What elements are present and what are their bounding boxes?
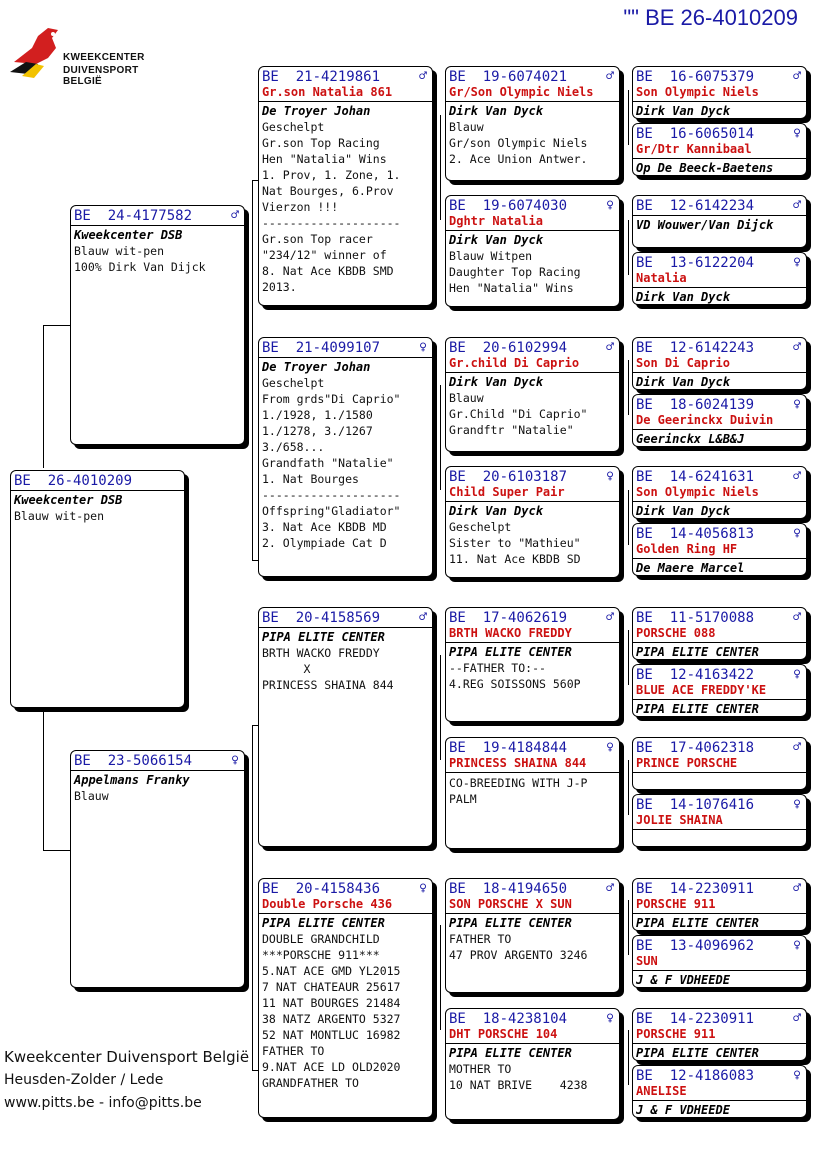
pigeon-card-g14 bbox=[632, 935, 807, 988]
male-symbol-icon: ♂ bbox=[606, 69, 614, 84]
pigeon-name: PRINCE PORSCHE bbox=[636, 756, 738, 770]
ring-row bbox=[636, 1011, 803, 1027]
male-symbol-icon: ♂ bbox=[606, 881, 614, 896]
female-symbol-icon: ♀ bbox=[793, 938, 801, 953]
divider bbox=[446, 501, 619, 502]
pigeon-info-line: Blauw bbox=[449, 391, 484, 405]
pigeon-info-line: PALM bbox=[449, 792, 477, 806]
pigeon-info-line: 11. Nat Ace KBDB SD bbox=[449, 552, 581, 566]
divider bbox=[633, 1100, 806, 1101]
connector-line bbox=[628, 220, 629, 275]
ring-row bbox=[636, 397, 803, 413]
pigeon-info-line: 100% Dirk Van Dijck bbox=[74, 260, 206, 274]
pigeon-name: PORSCHE 088 bbox=[636, 626, 716, 640]
ring-number: BE 14-4056813 bbox=[636, 526, 755, 542]
ring-row bbox=[636, 881, 803, 897]
divider bbox=[446, 1043, 619, 1044]
divider bbox=[633, 970, 806, 971]
female-symbol-icon: ♀ bbox=[793, 1068, 801, 1083]
breeder-name: Dirk Van Dyck bbox=[449, 233, 543, 247]
divider bbox=[446, 101, 619, 102]
pigeon-card-g1 bbox=[632, 66, 807, 119]
connector-line bbox=[628, 630, 629, 685]
pigeon-info-line: DOUBLE GRANDCHILD bbox=[262, 932, 380, 946]
pigeon-card-dss bbox=[445, 607, 620, 722]
pigeon-info-line: 2013. bbox=[262, 280, 297, 294]
male-symbol-icon: ♂ bbox=[793, 469, 801, 484]
pigeon-card-ddd bbox=[445, 1008, 620, 1120]
pigeon-info-line: -------------------- bbox=[262, 488, 401, 502]
ring-row bbox=[14, 473, 181, 489]
pigeon-info-line: 47 PROV ARGENTO 3246 bbox=[449, 948, 588, 962]
pigeon-name: Dghtr Natalia bbox=[449, 214, 543, 228]
connector-line bbox=[628, 360, 629, 415]
divider bbox=[633, 429, 806, 430]
pigeon-info-line: -------------------- bbox=[262, 216, 401, 230]
pigeon-info-line: Offspring"Gladiator" bbox=[262, 504, 401, 518]
connector-line bbox=[628, 900, 629, 955]
pigeon-card-sdd bbox=[445, 466, 620, 578]
ring-number: BE 20-6102994 bbox=[449, 340, 568, 356]
ring-row bbox=[636, 740, 803, 756]
ring-row bbox=[636, 255, 803, 271]
connector-line bbox=[43, 850, 70, 851]
ring-row bbox=[74, 208, 241, 224]
breeder-name: Dirk Van Dyck bbox=[636, 375, 730, 389]
pigeon-name: De Geerinckx Duivin bbox=[636, 413, 774, 427]
pigeon-card-g5 bbox=[632, 337, 807, 390]
female-symbol-icon: ♀ bbox=[793, 797, 801, 812]
breeder-name: VD Wouwer/Van Dijck bbox=[636, 218, 774, 232]
pigeon-card-sds bbox=[445, 337, 620, 452]
pigeon-name: PRINCESS SHAINA 844 bbox=[449, 756, 587, 770]
pigeon-card-sd bbox=[258, 337, 433, 577]
pigeon-info-line: Daughter Top Racing bbox=[449, 265, 581, 279]
pigeon-name: Child Super Pair bbox=[449, 485, 565, 499]
pigeon-info-line: Gr.Child "Di Caprio" bbox=[449, 407, 588, 421]
pigeon-card-sire bbox=[70, 205, 245, 445]
connector-line bbox=[440, 385, 441, 490]
breeder-name: De Troyer Johan bbox=[262, 360, 371, 374]
ring-number: BE 23-5066154 bbox=[74, 753, 193, 769]
ring-row bbox=[74, 753, 241, 769]
pigeon-info-line: Blauw bbox=[74, 789, 109, 803]
ring-number: BE 20-4158436 bbox=[262, 881, 381, 897]
ring-number: BE 11-5170088 bbox=[636, 610, 755, 626]
ring-row bbox=[262, 340, 429, 356]
female-symbol-icon: ♀ bbox=[793, 126, 801, 141]
pigeon-name: Son Olympic Niels bbox=[636, 485, 759, 499]
pigeon-info-line: Nat Bourges, 6.Prov bbox=[262, 184, 394, 198]
pigeon-info-line: 1./1928, 1./1580 bbox=[262, 408, 373, 422]
pigeon-info-line: MOTHER TO bbox=[449, 1062, 512, 1076]
breeder-name: Dirk Van Dyck bbox=[636, 504, 730, 518]
connector-line bbox=[43, 712, 44, 850]
ring-row bbox=[636, 198, 803, 214]
breeder-name: De Maere Marcel bbox=[636, 561, 745, 575]
pigeon-info-line: FATHER TO bbox=[262, 1044, 325, 1058]
page-title: "" BE 26-4010209 bbox=[623, 5, 798, 30]
ring-row bbox=[449, 69, 616, 85]
ring-row bbox=[636, 126, 803, 142]
divider bbox=[259, 357, 432, 358]
pigeon-info-line: Blauw bbox=[449, 120, 484, 134]
pigeon-info-line: X bbox=[262, 662, 311, 676]
ring-row bbox=[636, 610, 803, 626]
pigeon-info-line: BRTH WACKO FREDDY bbox=[262, 646, 380, 660]
ring-number: BE 26-4010209 bbox=[14, 473, 133, 489]
ring-number: BE 16-6065014 bbox=[636, 126, 755, 142]
breeder-name: PIPA ELITE CENTER bbox=[636, 1046, 759, 1060]
footer-company: Kweekcenter Duivensport België bbox=[4, 1048, 250, 1066]
pigeon-info-line: 4.REG SOISSONS 560P bbox=[449, 677, 581, 691]
male-symbol-icon: ♂ bbox=[793, 1011, 801, 1026]
ring-row bbox=[262, 881, 429, 897]
divider bbox=[633, 372, 806, 373]
divider bbox=[446, 230, 619, 231]
pigeon-info-line: 7 NAT CHATEAUR 25617 bbox=[262, 980, 401, 994]
ring-number: BE 18-4194650 bbox=[449, 881, 568, 897]
pigeon-info-line: 9.NAT ACE LD OLD2020 bbox=[262, 1060, 401, 1074]
pigeon-name: Gr/Dtr Kannibaal bbox=[636, 142, 752, 156]
male-symbol-icon: ♂ bbox=[793, 740, 801, 755]
pigeon-name: Son Olympic Niels bbox=[636, 85, 759, 99]
divider bbox=[11, 490, 184, 491]
ring-number: BE 24-4177582 bbox=[74, 208, 193, 224]
breeder-name: Dirk Van Dyck bbox=[636, 290, 730, 304]
connector-line bbox=[440, 655, 441, 760]
pigeon-name: Gr/Son Olympic Niels bbox=[449, 85, 594, 99]
male-symbol-icon: ♂ bbox=[606, 610, 614, 625]
pigeon-card-dam bbox=[70, 750, 245, 988]
breeder-name: PIPA ELITE CENTER bbox=[449, 916, 572, 930]
connector-line bbox=[43, 325, 70, 326]
pigeon-card-dsd bbox=[445, 737, 620, 849]
pigeon-info-line: 3./658... bbox=[262, 440, 325, 454]
ring-number: BE 12-4186083 bbox=[636, 1068, 755, 1084]
ring-number: BE 12-4163422 bbox=[636, 667, 755, 683]
breeder-name: Appelmans Franky bbox=[74, 773, 190, 787]
male-symbol-icon: ♂ bbox=[419, 610, 427, 625]
pigeon-card-dds bbox=[445, 878, 620, 993]
connector-line bbox=[440, 925, 441, 1030]
pigeon-card-g3 bbox=[632, 195, 807, 248]
divider bbox=[446, 642, 619, 643]
logo bbox=[8, 18, 178, 87]
logo-line-1: KWEEKCENTER bbox=[63, 52, 145, 63]
breeder-name: PIPA ELITE CENTER bbox=[262, 916, 385, 930]
pigeon-info-line: --FATHER TO:-- bbox=[449, 661, 546, 675]
ring-row bbox=[449, 198, 616, 214]
pigeon-info-line: Vierzon !!! bbox=[262, 200, 339, 214]
pigeon-name: ANELISE bbox=[636, 1084, 687, 1098]
female-symbol-icon: ♀ bbox=[606, 469, 614, 484]
breeder-name: Dirk Van Dyck bbox=[636, 104, 730, 118]
pigeon-name: BRTH WACKO FREDDY bbox=[449, 626, 572, 640]
pigeon-name: PORSCHE 911 bbox=[636, 897, 716, 911]
pigeon-info-line: Sister to "Mathieu" bbox=[449, 536, 581, 550]
female-symbol-icon: ♀ bbox=[793, 526, 801, 541]
divider bbox=[633, 772, 806, 773]
ring-number: BE 21-4099107 bbox=[262, 340, 381, 356]
pigeon-info-line: 1. Prov, 1. Zone, 1. bbox=[262, 168, 401, 182]
ring-number: BE 18-4238104 bbox=[449, 1011, 568, 1027]
ring-row bbox=[449, 1011, 616, 1027]
female-symbol-icon: ♀ bbox=[793, 397, 801, 412]
pigeon-name: Golden Ring HF bbox=[636, 542, 738, 556]
breeder-name: J & F VDHEEDE bbox=[636, 973, 730, 987]
ring-row bbox=[636, 526, 803, 542]
breeder-name: Dirk Van Dyck bbox=[449, 504, 543, 518]
pigeon-info-line: 52 NAT MONTLUC 16982 bbox=[262, 1028, 401, 1042]
breeder-name: Dirk Van Dyck bbox=[449, 375, 543, 389]
divider bbox=[259, 101, 432, 102]
divider bbox=[71, 770, 244, 771]
breeder-name: PIPA ELITE CENTER bbox=[449, 1046, 572, 1060]
divider bbox=[259, 627, 432, 628]
pigeon-card-ds bbox=[258, 607, 433, 847]
ring-number: BE 14-1076416 bbox=[636, 797, 755, 813]
pigeon-info-line: 2. Ace Union Antwer. bbox=[449, 152, 588, 166]
breeder-name: Kweekcenter DSB bbox=[74, 228, 183, 242]
female-symbol-icon: ♀ bbox=[793, 667, 801, 682]
ring-number: BE 18-6024139 bbox=[636, 397, 755, 413]
pigeon-info-line: 1./1278, 3./1267 bbox=[262, 424, 373, 438]
divider bbox=[633, 1043, 806, 1044]
ring-row bbox=[636, 667, 803, 683]
male-symbol-icon: ♂ bbox=[606, 340, 614, 355]
connector-line bbox=[628, 90, 629, 145]
pigeon-info-line: "234/12" winner of bbox=[262, 248, 387, 262]
pigeon-card-g6 bbox=[632, 394, 807, 447]
pigeon-card-g4 bbox=[632, 252, 807, 305]
pigeon-info-line: Gr/son Olympic Niels bbox=[449, 136, 588, 150]
male-symbol-icon: ♂ bbox=[793, 881, 801, 896]
female-symbol-icon: ♀ bbox=[606, 1011, 614, 1026]
pigeon-info-line: ***PORSCHE 911*** bbox=[262, 948, 380, 962]
divider bbox=[633, 558, 806, 559]
pigeon-name: SON PORSCHE X SUN bbox=[449, 897, 572, 911]
ring-row bbox=[449, 340, 616, 356]
divider bbox=[446, 372, 619, 373]
pigeon-info-line: 8. Nat Ace KBDB SMD bbox=[262, 264, 394, 278]
breeder-name: J & F VDHEEDE bbox=[636, 1103, 730, 1117]
pigeon-card-g13 bbox=[632, 878, 807, 931]
ring-row bbox=[262, 69, 429, 85]
pigeon-card-g12 bbox=[632, 794, 807, 847]
male-symbol-icon: ♂ bbox=[793, 198, 801, 213]
pigeon-card-g15 bbox=[632, 1008, 807, 1061]
ring-row bbox=[449, 881, 616, 897]
pigeon-card-sss bbox=[445, 66, 620, 181]
pigeon-info-line: Blauw wit-pen bbox=[14, 509, 105, 523]
pigeon-info-line: Hen "Natalia" Wins bbox=[262, 152, 387, 166]
pigeon-info-line: Geschelpt bbox=[262, 376, 325, 390]
pigeon-info-line: Gr.son Top Racing bbox=[262, 136, 380, 150]
pigeon-info-line: Grandftr "Natalie" bbox=[449, 423, 574, 437]
pigeon-name: Natalia bbox=[636, 271, 687, 285]
pigeon-card-ssd bbox=[445, 195, 620, 307]
bird-logo-icon bbox=[8, 18, 68, 80]
divider bbox=[633, 699, 806, 700]
divider bbox=[633, 158, 806, 159]
pigeon-card-dd bbox=[258, 878, 433, 1118]
pigeon-name: Gr.child Di Caprio bbox=[449, 356, 580, 370]
pigeon-info-line: Geschelpt bbox=[262, 120, 325, 134]
pigeon-name: Gr.son Natalia 861 bbox=[262, 85, 393, 99]
pigeon-info-line: CO-BREEDING WITH J-P bbox=[449, 776, 588, 790]
pigeon-card-g7 bbox=[632, 466, 807, 519]
pigeon-info-line: FATHER TO bbox=[449, 932, 512, 946]
connector-line bbox=[628, 490, 629, 545]
ring-number: BE 14-2230911 bbox=[636, 1011, 755, 1027]
pigeon-info-line: 10 NAT BRIVE 4238 bbox=[449, 1078, 588, 1092]
ring-row bbox=[636, 469, 803, 485]
female-symbol-icon: ♀ bbox=[419, 340, 427, 355]
female-symbol-icon: ♀ bbox=[606, 198, 614, 213]
divider bbox=[633, 501, 806, 502]
ring-number: BE 20-4158569 bbox=[262, 610, 381, 626]
pigeon-card-g10 bbox=[632, 664, 807, 717]
pigeon-info-line: Gr.son Top racer bbox=[262, 232, 373, 246]
logo-line-2: DUIVENSPORT BELGIË bbox=[63, 65, 139, 87]
footer-contact: www.pitts.be - info@pitts.be bbox=[4, 1095, 202, 1111]
ring-row bbox=[636, 340, 803, 356]
ring-number: BE 12-6142234 bbox=[636, 198, 755, 214]
connector-line bbox=[252, 725, 253, 1070]
female-symbol-icon: ♀ bbox=[231, 753, 239, 768]
ring-number: BE 16-6075379 bbox=[636, 69, 755, 85]
pigeon-info-line: GRANDFATHER TO bbox=[262, 1076, 359, 1090]
male-symbol-icon: ♂ bbox=[793, 69, 801, 84]
ring-number: BE 13-6122204 bbox=[636, 255, 755, 271]
female-symbol-icon: ♀ bbox=[793, 255, 801, 270]
ring-number: BE 19-6074030 bbox=[449, 198, 568, 214]
ring-number: BE 17-4062318 bbox=[636, 740, 755, 756]
breeder-name: PIPA ELITE CENTER bbox=[636, 702, 759, 716]
pigeon-card-g11 bbox=[632, 737, 807, 790]
ring-number: BE 14-2230911 bbox=[636, 881, 755, 897]
ring-number: BE 19-6074021 bbox=[449, 69, 568, 85]
pigeon-card-g9 bbox=[632, 607, 807, 660]
connector-line bbox=[440, 115, 441, 220]
divider bbox=[446, 772, 619, 773]
breeder-name: PIPA ELITE CENTER bbox=[636, 645, 759, 659]
male-symbol-icon: ♂ bbox=[231, 208, 239, 223]
divider bbox=[633, 215, 806, 216]
pigeon-info-line: 3. Nat Ace KBDB MD bbox=[262, 520, 387, 534]
divider bbox=[633, 642, 806, 643]
pigeon-info-line: From grds"Di Caprio" bbox=[262, 392, 401, 406]
ring-number: BE 12-6142243 bbox=[636, 340, 755, 356]
connector-line bbox=[43, 325, 44, 468]
divider bbox=[71, 225, 244, 226]
pigeon-info-line: Blauw Witpen bbox=[449, 249, 533, 263]
connector-line bbox=[628, 760, 629, 815]
breeder-name: Op De Beeck-Baetens bbox=[636, 161, 774, 175]
pigeon-name: Double Porsche 436 bbox=[262, 897, 393, 911]
pigeon-info-line: Blauw wit-pen bbox=[74, 244, 165, 258]
pigeon-info-line: Geschelpt bbox=[449, 520, 512, 534]
pigeon-name: SUN bbox=[636, 954, 658, 968]
pigeon-info-line: 11 NAT BOURGES 21484 bbox=[262, 996, 401, 1010]
pigeon-name: BLUE ACE FREDDY'KE bbox=[636, 683, 767, 697]
ring-row bbox=[449, 610, 616, 626]
male-symbol-icon: ♂ bbox=[419, 69, 427, 84]
ring-number: BE 21-4219861 bbox=[262, 69, 381, 85]
connector-line bbox=[628, 1030, 629, 1085]
ring-row bbox=[636, 938, 803, 954]
breeder-name: Dirk Van Dyck bbox=[449, 104, 543, 118]
pigeon-info-line: 38 NATZ ARGENTO 5327 bbox=[262, 1012, 401, 1026]
divider bbox=[259, 913, 432, 914]
ring-number: BE 19-4184844 bbox=[449, 740, 568, 756]
ring-row bbox=[636, 797, 803, 813]
male-symbol-icon: ♂ bbox=[793, 610, 801, 625]
connector-line bbox=[252, 180, 253, 560]
divider bbox=[446, 913, 619, 914]
breeder-name: PIPA ELITE CENTER bbox=[449, 645, 572, 659]
divider bbox=[633, 913, 806, 914]
ring-number: BE 20-6103187 bbox=[449, 469, 568, 485]
pigeon-card-ss bbox=[258, 66, 433, 306]
ring-number: BE 17-4062619 bbox=[449, 610, 568, 626]
ring-number: BE 14-6241631 bbox=[636, 469, 755, 485]
ring-row bbox=[636, 1068, 803, 1084]
breeder-name: Kweekcenter DSB bbox=[14, 493, 123, 507]
female-symbol-icon: ♀ bbox=[606, 740, 614, 755]
pigeon-card-g16 bbox=[632, 1065, 807, 1118]
pigeon-info-line: 5.NAT ACE GMD YL2015 bbox=[262, 964, 401, 978]
ring-number: BE 13-4096962 bbox=[636, 938, 755, 954]
ring-row bbox=[449, 469, 616, 485]
pigeon-info-line: Grandfath "Natalie" bbox=[262, 456, 394, 470]
divider bbox=[633, 287, 806, 288]
pigeon-info-line: 1. Nat Bourges bbox=[262, 472, 359, 486]
footer-location: Heusden-Zolder / Lede bbox=[4, 1072, 164, 1088]
divider bbox=[633, 829, 806, 830]
breeder-name: PIPA ELITE CENTER bbox=[262, 630, 385, 644]
breeder-name: Geerinckx L&B&J bbox=[636, 432, 745, 446]
divider bbox=[633, 101, 806, 102]
pigeon-info-line: PRINCESS SHAINA 844 bbox=[262, 678, 394, 692]
pigeon-info-line: Hen "Natalia" Wins bbox=[449, 281, 574, 295]
pigeon-info-line: 2. Olympiade Cat D bbox=[262, 536, 387, 550]
pigeon-card-subject bbox=[10, 470, 185, 708]
breeder-name: PIPA ELITE CENTER bbox=[636, 916, 759, 930]
pigeon-card-g2 bbox=[632, 123, 807, 176]
ring-row bbox=[636, 69, 803, 85]
female-symbol-icon: ♀ bbox=[419, 881, 427, 896]
pigeon-name: Son Di Caprio bbox=[636, 356, 730, 370]
ring-row bbox=[262, 610, 429, 626]
breeder-name: De Troyer Johan bbox=[262, 104, 371, 118]
pigeon-card-g8 bbox=[632, 523, 807, 576]
male-symbol-icon: ♂ bbox=[793, 340, 801, 355]
ring-row bbox=[449, 740, 616, 756]
pigeon-name: DHT PORSCHE 104 bbox=[449, 1027, 558, 1041]
pigeon-name: PORSCHE 911 bbox=[636, 1027, 716, 1041]
pigeon-name: JOLIE SHAINA bbox=[636, 813, 723, 827]
